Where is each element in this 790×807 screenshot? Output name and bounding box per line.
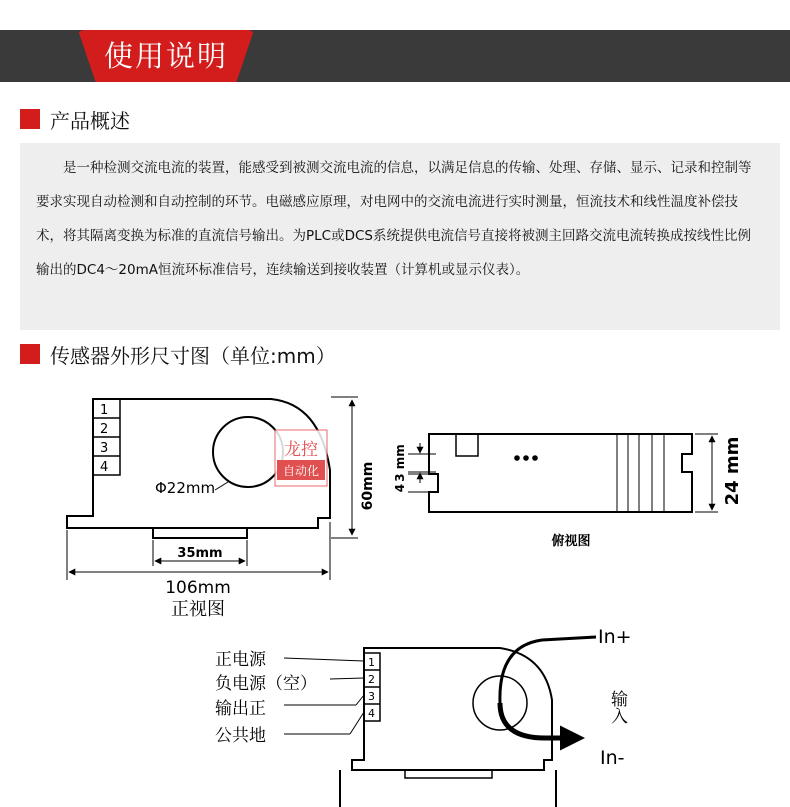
through-hole (213, 417, 283, 487)
mounting-slot (153, 528, 247, 538)
terminal-number: 1 (100, 403, 109, 418)
terminal-number: 4 (100, 460, 109, 475)
top-view (429, 434, 692, 512)
front-view-caption: 正视图 (171, 599, 225, 620)
section-title: 传感器外形尺寸图（单位:mm） (50, 343, 336, 368)
in-plus-label: In+ (598, 626, 632, 648)
indicator-dots (514, 455, 538, 461)
wiring-labels (215, 650, 317, 746)
top-view-caption: 俯视图 (551, 534, 591, 549)
top-dimension-lines (408, 434, 718, 512)
wiring-sensor-body (352, 648, 552, 770)
label-positive-power: 正电源 (215, 650, 266, 670)
hole-diameter-label: Φ22mm (155, 479, 216, 497)
connector-notch (456, 434, 478, 456)
width-dimension-label: 106mm (165, 578, 231, 598)
section-title: 产品概述 (50, 108, 130, 133)
terminal-number: 2 (100, 422, 109, 437)
in-minus-label: In- (600, 747, 625, 769)
current-out-arrow (500, 703, 580, 738)
terminal-number: 3 (100, 441, 109, 456)
top-dim-3mm-label: 3 mm (393, 444, 407, 482)
height-dimension-label: 60mm (360, 461, 376, 511)
top-view-body (429, 434, 692, 512)
terminal-number: 4 (368, 707, 375, 720)
top-dim-4-label: 4 (393, 483, 407, 493)
current-in-wire (500, 637, 596, 703)
overview-paragraph: 是一种检测交流电流的装置，能感受到被测交流电流的信息，以满足信息的传输、处理、存储、显示、记录和控制等要求实现自动检测和自动控制的环节。电磁感应原理，对电网中的交流电流进行实时测量，恒流技术和线性温度补偿技术，将其隔离变换为标准的直流信号输出。为PLC或DCS系统提供电流信号直接将被测主回路交流电流转换成按线性比例输出的DC4～20mA恒流环标准信号，连续输送到接收装置（计算机或显示仪表）。 (36, 160, 752, 278)
wiring-sensor-base (340, 770, 556, 807)
label-output-positive: 输出正 (215, 699, 266, 719)
terminal-number: 1 (368, 656, 375, 669)
wiring-terminal-numbers (368, 656, 375, 720)
label-negative-power: 负电源（空） (215, 674, 317, 694)
top-height-label: 24 mm (722, 436, 743, 506)
terminal-number: 3 (368, 690, 375, 703)
watermark-line1: 龙控 (284, 440, 318, 460)
watermark-logo (275, 430, 327, 486)
watermark-line2: 自动化 (282, 464, 320, 478)
label-common-ground: 公共地 (215, 726, 266, 746)
slot-dimension-label: 35mm (177, 546, 223, 561)
page-title: 使用说明 (103, 39, 228, 73)
front-terminal-numbers (100, 403, 108, 475)
terminal-number: 2 (368, 673, 375, 686)
wiring-diagram (284, 637, 596, 807)
input-label: 输入 (607, 690, 627, 724)
